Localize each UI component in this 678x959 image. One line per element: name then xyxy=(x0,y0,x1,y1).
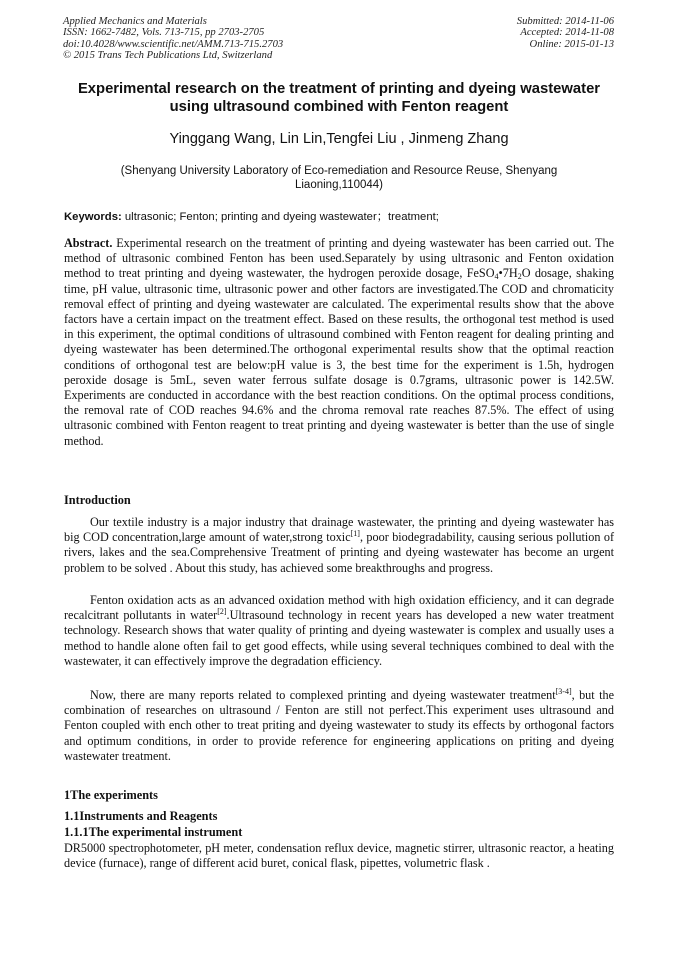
citation-ref: [1] xyxy=(350,529,360,539)
paper-affiliation: (Shenyang University Laboratory of Eco-remediation and Resource Reuse, Shenyang Liaoning,110044) xyxy=(120,165,558,191)
journal-copyright: © 2015 Trans Tech Publications Ltd, Switzerland xyxy=(63,49,273,61)
subsection-1-1-heading: 1.1Instruments and Reagents xyxy=(64,809,218,823)
keywords-text: ultrasonic; Fenton; printing and dyeing wastewater；treatment; xyxy=(121,211,439,223)
subsection-1-1-1-heading: 1.1.1The experimental instrument xyxy=(64,825,243,839)
instrument-list: DR5000 spectrophotometer, pH meter, condensation reflux device, magnetic stirrer, ultrasonic reactor, a heating device (furnace), range of different acid buret, conical flask, pipettes, volumetric flask . xyxy=(64,841,614,871)
paper-title: Experimental research on the treatment of printing and dyeing wastewater using ultrasound combined with Fenton reagent xyxy=(77,81,601,115)
introduction-heading: Introduction xyxy=(64,493,131,507)
journal-issn: ISSN: 1662-7482, Vols. 713-715, pp 2703-2705 xyxy=(63,27,265,39)
abstract: Abstract. Experimental research on the treatment of printing and dyeing wastewater has been carried out. The method of ultrasonic combined Fenton has been used.Separately by using ultrasonic and Fenton oxidation method to treat printing and dyeing wastewater, the hydrogen peroxide dosage, $FeSO_4•7H_2O$ dosage, shaking time, pH value, ultrasonic time, ultrasonic power and other factors are investigated.The COD and chromaticity removal effect of printing and dyeing wastewater are calculated. The experimental results show that the above factors have a certain impact on the treatment effect. Based on these results, the orthogonal test method is used in this experiment, the optimal conditions of ultrasound combined with Fenton reagent for dealing printing and dyeing wastewater has been determined.The orthogonal experimental results show that the optimal reaction conditions of orthogonal test are below:pH value is 3, the best time for the experiment is 1.5h, hydrogen peroxide dosage is 5mL, seven water ferrous sulfate dosage is 0.7grams, ultrasonic power is 142.5W. Experiments are conducted in accordance with the best reaction conditions. On the optimal process conditions, the removal rate of COD reaches 94.6% and the chroma removal rate reaches 87.5%. The effect of using ultrasonic combined with Fenton reagent to treat printing and dyeing wastewater is better than the use of single method. xyxy=(64,236,614,448)
journal-info xyxy=(63,16,283,61)
submission-dates xyxy=(517,16,614,50)
journal-name: Applied Mechanics and Materials xyxy=(63,16,207,27)
intro-paragraph-1: Our textile industry is a major industry that drainage wastewater, the printing and dyeing wastewater has big COD concentration,large amount of water,strong toxic[1], poor biodegradability, causing serious pollution of rivers, lakes and the sea.Comprehensive Treatment of printing and dyeing wastewater has become an urgent problem to be solved . About this study, has achieved some breakthroughs and progress. xyxy=(64,515,614,575)
keywords xyxy=(64,208,614,224)
citation-ref: [3-4] xyxy=(555,687,572,696)
accepted-date: Accepted: 2014-11-08 xyxy=(520,27,614,39)
paper-authors: Yinggang Wang, Lin Lin,Tengfei Liu , Jinmeng Zhang xyxy=(169,131,509,147)
online-date: Online: 2015-01-13 xyxy=(529,38,614,50)
submitted-date: Submitted: 2014-11-06 xyxy=(516,16,614,27)
intro-paragraph-2: Fenton oxidation acts as an advanced oxidation method with high oxidation efficiency, and it can degrade recalcitrant pollutants in water[2].Ultrasound technology in recent years has developed a new water treatment technology. Research shows that water quality of printing and dyeing wastewater is complex and usually uses a method to handle alone often fail to get good effects, while using several techniques combined to deal with the wastewater, it can effectively improve the degradation efficiency. xyxy=(64,593,614,668)
abstract-label: Abstract. xyxy=(64,236,113,250)
citation-ref: [2] xyxy=(217,607,227,617)
keywords-label: Keywords: xyxy=(64,211,122,223)
journal-doi: doi:10.4028/www.scientific.net/AMM.713-715.2703 xyxy=(63,38,284,50)
intro-paragraph-3: Now, there are many reports related to complexed printing and dyeing wastewater treatment[3-4], but the combination of researches on ultrasound / Fenton are still not perfect.This experiment uses ultrasound and Fenton coupled with ench other to treat priting and dyeing wastewater to study its effects by orthogonal factors and optimum conditions, in order to provide reference for engineering applications on priting and dyeing wastewater treatment. xyxy=(64,687,614,763)
section-1-heading: 1The experiments xyxy=(64,788,158,802)
